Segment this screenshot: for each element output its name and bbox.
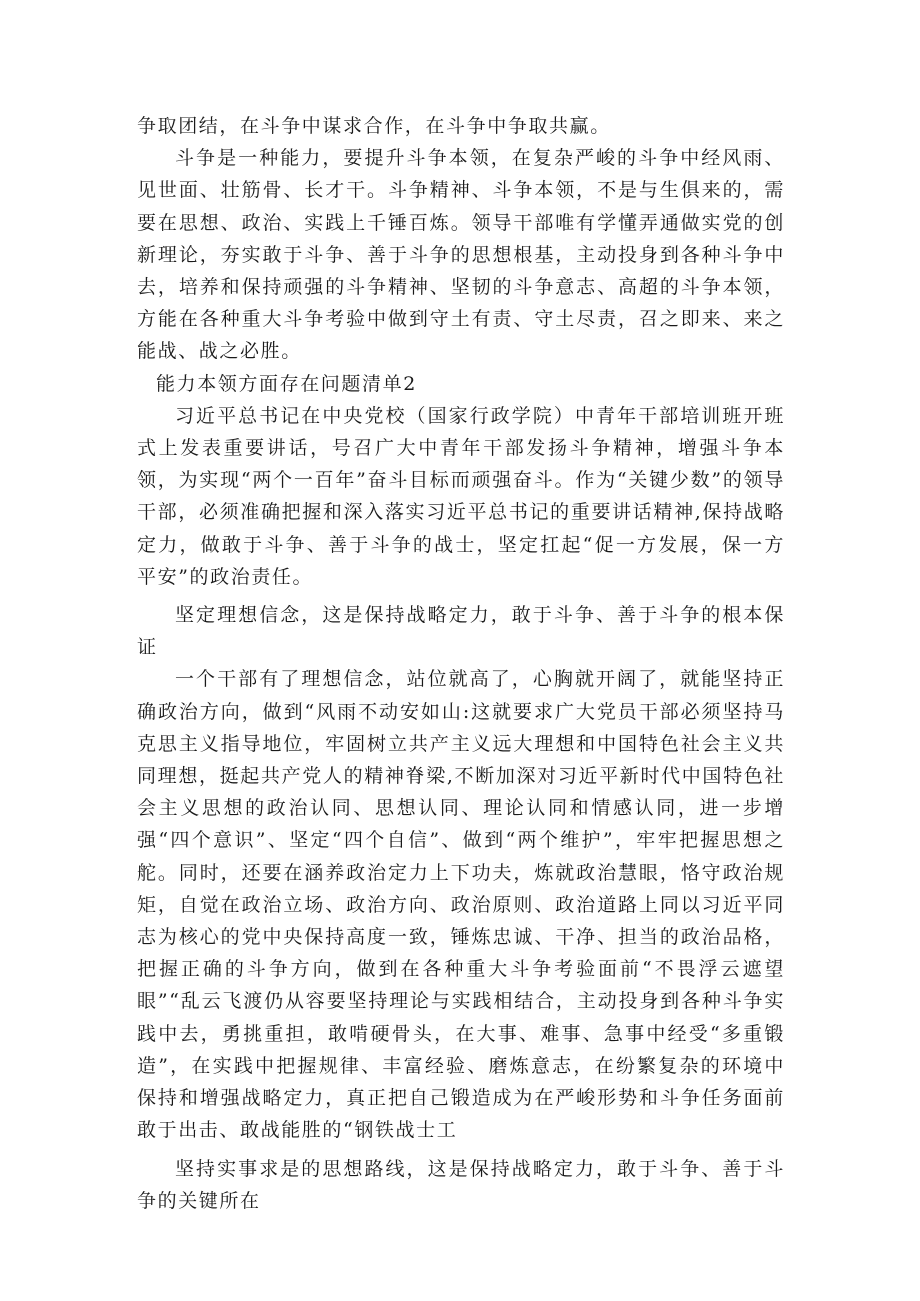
subheading-ideals: 坚定理想信念，这是保持战略定力，敢于斗争、善于斗争的根本保证	[137, 604, 785, 659]
section-heading: 能力本领方面存在问题清单2	[156, 372, 417, 395]
paragraph-3: 习近平总书记在中央党校（国家行政学院）中青年干部培训班开班式上发表重要讲话，号召广大中青年干部发扬斗争精神，增强斗争本领，为实现“两个一百年”奋斗目标而顽强奋斗。作为“关键少数”的领导干部，必须准确把握和深入落实习近平总书记的重要讲话精神,保持战略定力，做敢于斗争、善于斗争的战士，坚定扛起“促一方发展，保一方平安”的政治责任。	[137, 404, 785, 588]
paragraph-4: 一个干部有了理想信念，站位就高了，心胸就开阔了，就能坚持正确政治方向，做到“风雨不动安如山:这就要求广大党员干部必须坚持马克思主义指导地位，牢固树立共产主义远大理想和中国特色社会主义共同理想，挺起共产党人的精神脊梁,不断加深对习近平新时代中国特色社会主义思想的政治认同、思想认同、理论认同和情感认同，进一步增强“四个意识”、坚定“四个自信”、做到“两个维护”，牢牢把握思想之舵。同时，还要在涵养政治定力上下功夫，炼就政治慧眼，恪守政治规矩，自觉在政治立场、政治方向、政治原则、政治道路上同以习近平同志为核心的党中央保持高度一致，锤炼忠诚、干净、担当的政治品格，把握正确的斗争方向，做到在各种重大斗争考验面前“不畏浮云遮望眼”“乱云飞渡仍从容要坚持理论与实践相结合，主动投身到各种斗争实践中去，勇挑重担，敢啃硬骨头，在大事、难事、急事中经受“多重锻造”，在实践中把握规律、丰富经验、磨炼意志，在纷繁复杂的环境中保持和增强战略定力，真正把自己锻造成为在严峻形势和斗争任务面前敢于出击、敢战能胜的“钢铁战士工	[137, 668, 785, 1142]
subheading-truth: 坚持实事求是的思想路线，这是保持战略定力，敢于斗争、善于斗争的关键所在	[137, 1157, 785, 1212]
paragraph-2: 斗争是一种能力，要提升斗争本领，在复杂严峻的斗争中经风雨、见世面、壮筋骨、长才干。斗争精神、斗争本领，不是与生俱来的，需要在思想、政治、实践上千锤百炼。领导干部唯有学懂弄通做实党的创新理论，夯实敢于斗争、善于斗争的思想根基，主动投身到各种斗争中去，培养和保持顽强的斗争精神、坚韧的斗争意志、高超的斗争本领，方能在各种重大斗争考验中做到守土有责、守土尽责，召之即来、来之能战、战之必胜。	[137, 147, 785, 363]
paragraph-1: 争取团结，在斗争中谋求合作，在斗争中争取共赢。	[137, 115, 611, 137]
